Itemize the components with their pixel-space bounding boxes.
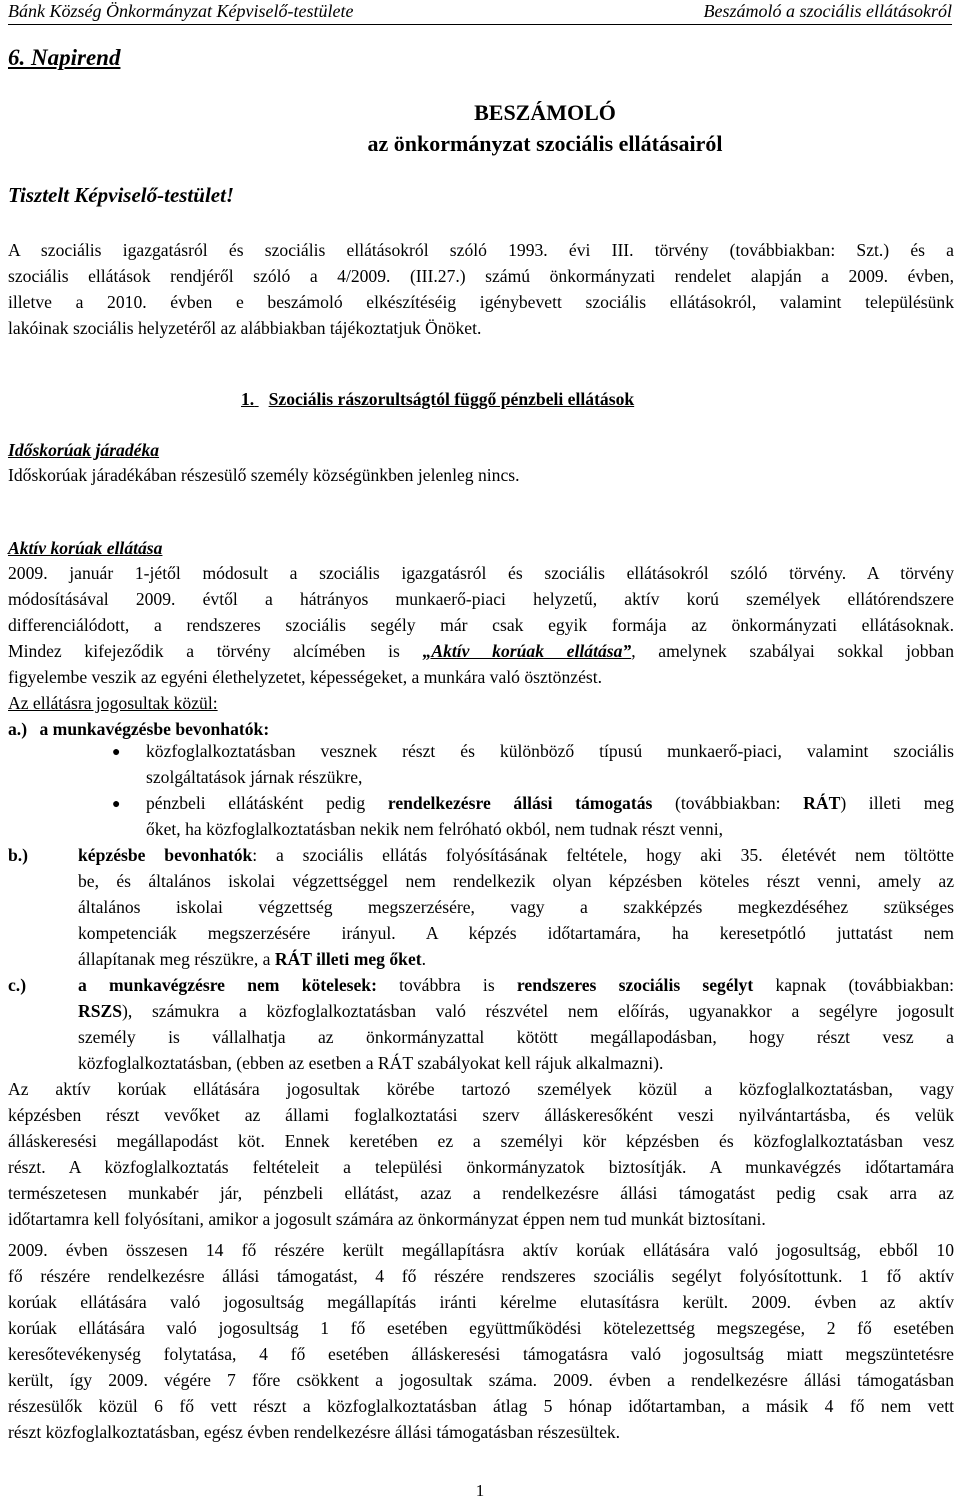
paragraph-line: fő részére rendelkezésre állási támogatást, 4 fő részére rendszeres szociális segélyt folyósítottunk. 1 fő aktív [8, 1266, 954, 1286]
stats-2009-paragraph [8, 1237, 954, 1445]
item-line [78, 972, 954, 998]
aktiv-line: figyelembe veszik az egyéni élethelyzetet, képességeket, a munkára való ösztönzést. [8, 667, 603, 687]
text-span: rendelkezésre állási támogatás [387, 793, 653, 813]
greeting: Tisztelt Képviselő-testület! [8, 183, 235, 207]
text-span: a munkavégzésre nem kötelesek: [78, 975, 377, 995]
bullet-item [146, 790, 954, 842]
text-span: (továbbiakban: [652, 793, 804, 813]
item-b-label: b.) [8, 845, 29, 865]
aktiv-paragraph [8, 560, 954, 716]
subheading-aktiv: Aktív korúak ellátása [8, 538, 163, 558]
item-label: a.) [8, 719, 28, 739]
aktiv-line-alcim [8, 638, 954, 664]
paragraph-line: részt. A közfoglalkoztatás feltételeit a települési önkormányzatok biztosítják. A munkavégzés időtartamára [8, 1157, 954, 1177]
paragraph-line: képzésben részt vevőket az állami foglalkoztatási szerv álláskeresőként veszi nyilvántartásba, és velük [8, 1105, 954, 1125]
subheading-idoskoruak: Időskorúak járadéka [8, 440, 160, 460]
paragraph-line: került, így 2009. végére 7 főre csökkent a jogosultak száma. 2009. évben a rendelkezésre állási támogatásban [8, 1370, 954, 1390]
intro-line: szociális ellátások rendjéről szóló a 4/2009. (III.27.) számú önkormányzati rendelet alapján a 2009. évben, [8, 266, 954, 286]
running-header [8, 0, 952, 25]
intro-line: A szociális igazgatásról és szociális ellátásokról szóló 1993. évi III. törvény (továbbiakban: Szt.) és a [8, 240, 954, 260]
item-line: kompetenciák megszerzésére irányul. A képzés időtartamára, ha keresetpótló juttatást nem [78, 923, 954, 943]
intro-line: lakóinak szociális helyzetéről az alábbiakban tájékoztatjuk Önöket. [8, 318, 482, 338]
paragraph-line: Az aktív korúak ellátására jogosultak körébe tartozó személyek közül a közfoglalkoztatásban, vagy [8, 1079, 954, 1099]
item-line: közfoglalkoztatásban, (ebben az esetben a RÁT szabályokat kell rájuk alkalmazni). [78, 1053, 664, 1073]
aktiv-line: módosításával 2009. évtől a hátrányos munkaerő-piaci helyzetű, aktív korú személyek ellátórendszere [8, 589, 954, 609]
text-span: RÁT illeti meg őket [274, 949, 422, 969]
header-left: Bánk Község Önkormányzat Képviselő-testülete [8, 1, 354, 21]
paragraph-line: álláskeresési megállapodást köt. Ennek keretében ez a személyi kör képzésben és közfoglalkoztatásban vesz [8, 1131, 954, 1151]
text-span: pénzbeli ellátásként pedig [146, 793, 388, 813]
bullet-icon: ● [112, 745, 121, 760]
text-span: , amelynek szabályai sokkal jobban [631, 641, 955, 661]
item-line: általános iskolai végzettség megszerzésére, vagy a szakképzés megkezdéséhez szükséges [78, 897, 954, 917]
document-subtitle: az önkormányzat szociális ellátásairól [367, 131, 723, 156]
item-title: a munkavégzésbe bevonhatók: [39, 719, 270, 739]
text-span: rendszeres szociális segélyt [516, 975, 754, 995]
item-b-text [78, 842, 954, 972]
paragraph-line: részt közfoglalkoztatásban, egész évben rendelkezésre állási támogatásban részesültek. [8, 1422, 621, 1442]
bullet-line: szolgáltatások járnak részükre, [146, 767, 363, 787]
section-heading [241, 389, 634, 410]
paragraph-line: időtartamra kell folyósítani, amikor a jogosult számára az önkormányzat éppen nem tud munkát biztosítani. [8, 1209, 766, 1229]
item-line [78, 998, 954, 1024]
item-line [78, 946, 954, 972]
text-span: RÁT [803, 793, 841, 813]
aktiv-line: 2009. január 1-jétől módosult a szociális igazgatásról és szociális ellátásokról szóló törvény. A törvény [8, 563, 954, 583]
item-c-label: c.) [8, 975, 27, 995]
paragraph-line: korúak ellátására való jogosultság megállapítás iránti kérelme elutasításra került. 2009. évben az aktív [8, 1292, 954, 1312]
agenda-item: 6. Napirend [8, 45, 121, 70]
document-title: BESZÁMOLÓ [474, 100, 616, 125]
text-span: állapítanak meg részükre, a [78, 949, 275, 969]
section-number: 1. [241, 389, 255, 409]
law-subtitle-quote: „Aktív korúak ellátása” [422, 641, 632, 661]
aktiv-details-paragraph [8, 1076, 954, 1232]
paragraph-line: természetesen munkabér jár, pénzbeli ellátást, azaz a rendelkezésre állási támogatást pedig csak arra az [8, 1183, 954, 1203]
text-span: RSZS [78, 1001, 123, 1021]
item-line: be, és általános iskolai végzettséggel nem rendelkezik olyan képzésben köteles részt venni, amely az [78, 871, 954, 891]
intro-paragraph [8, 237, 954, 341]
page-number: 1 [475, 1481, 485, 1500]
section-title: Szociális rászorultságtól függő pénzbeli ellátások [268, 389, 635, 409]
text-span: ), számukra a közfoglalkoztatásban való részvétel nem előírás, ugyanakkor a segélyre jogosult [122, 1001, 954, 1021]
text-span: kapnak (továbbiakban: [753, 975, 954, 995]
aktiv-line: differenciálódott, a rendszeres szociális segély már csak egyik formája az önkormányzati ellátásoknak. [8, 615, 954, 635]
eligible-heading: Az ellátásra jogosultak közül: [8, 693, 218, 713]
paragraph-line: részesülők közül 6 fő vett részt a közfoglalkoztatásban átlag 5 hónap időtartamban, a másik 4 fő nem vett [8, 1396, 954, 1416]
bullet-item [146, 738, 954, 790]
item-line [78, 842, 954, 868]
bullet-line: közfoglalkoztatásban vesznek részt és különböző típusú munkaerő-piaci, valamint szociális [146, 741, 954, 761]
header-right: Beszámoló a szociális ellátásokról [703, 1, 952, 21]
bullet-icon: ● [112, 797, 121, 812]
bullet-line [146, 790, 954, 816]
text-span: képzésbe bevonhatók [78, 845, 253, 865]
text-span: . [421, 949, 427, 969]
text-span: ) illeti meg [840, 793, 954, 813]
item-line: személy is vállalhatja az önkormányzattal kötött megállapodásban, hogy részt vesz a [78, 1027, 954, 1047]
idoskoruak-text: Időskorúak járadékában részesülő személy községünkben jelenleg nincs. [8, 465, 520, 485]
text-span: továbbra is [376, 975, 517, 995]
bullet-line: őket, ha közfoglalkoztatásban nekik nem felróható okból, nem tudnak részt venni, [146, 819, 723, 839]
item-c-text [78, 972, 954, 1076]
paragraph-line: keresőtevékenység folytatása, 4 fő esetében álláskeresési támogatásra való jogosultság miatt megszüntetésre [8, 1344, 954, 1364]
paragraph-line: 2009. évben összesen 14 fő részére került megállapításra aktív korúak ellátására való jogosultság, ebből 10 [8, 1240, 954, 1260]
text-span: Mindez kifejeződik a törvény alcímében is [8, 641, 423, 661]
intro-line: illetve a 2010. évben e beszámoló elkészítéséig igénybevett szociális ellátásokról, valamint településünk [8, 292, 954, 312]
paragraph-line: korúak ellátására való jogosultság 1 fő esetében együttműködési kötelezettség megszegése, 2 fő esetében [8, 1318, 954, 1338]
text-span: : a szociális ellátás folyósításának feltétele, hogy aki 35. életévét nem töltötte [252, 845, 954, 865]
